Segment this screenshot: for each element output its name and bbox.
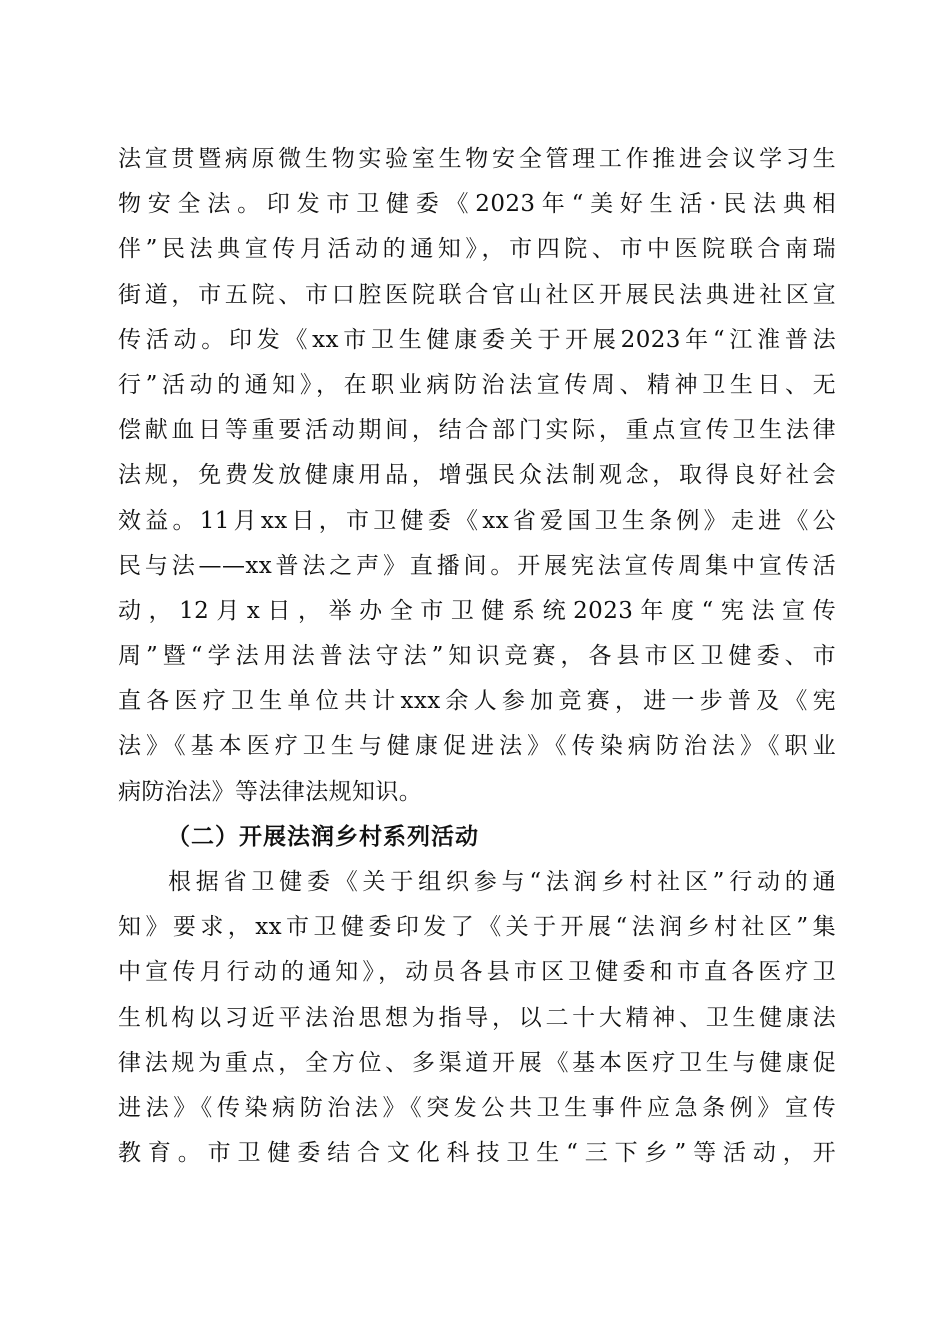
text-line: 生机构以习近平法治思想为指导，以二十大精神、卫生健康法 [118,1004,836,1031]
text-line: 教育。市卫健委结合文化科技卫生“三下乡”等活动，开 [118,1140,836,1167]
text-line: 伴”民法典宣传月活动的通知》，市四院、市中医院联合南瑞 [118,236,836,263]
text-line: 中宣传月行动的通知》，动员各县市区卫健委和市直各医疗卫 [118,959,836,986]
section-heading: （二）开展法润乡村系列活动 [167,823,479,850]
text-line: 街道，市五院、市口腔医院联合官山社区开展民法典进社区宣 [118,281,836,308]
text-line: 直各医疗卫生单位共计xxx余人参加竞赛，进一步普及《宪 [118,688,836,715]
text-line: 行”活动的通知》，在职业病防治法宣传周、精神卫生日、无 [118,371,836,398]
text-line: 法规，免费发放健康用品，增强民众法制观念，取得良好社会 [118,462,836,489]
text-line: 效益。11月xx日，市卫健委《xx省爱国卫生条例》走进《公 [118,507,836,534]
text-line: 传活动。印发《xx市卫生健康委关于开展2023年“江淮普法 [118,326,836,353]
text-line: 根据省卫健委《关于组织参与“法润乡村社区”行动的通 [168,869,836,895]
text-line: 物安全法。印发市卫健委《2023年“美好生活·民法典相 [118,191,836,218]
text-line: 知》要求，xx市卫健委印发了《关于开展“法润乡村社区”集 [118,914,836,941]
text-line: 偿献血日等重要活动期间，结合部门实际，重点宣传卫生法律 [118,417,836,444]
text-line: 病防治法》等法律法规知识。 [118,778,423,805]
document-body [118,137,836,1176]
text-line: 法宣贯暨病原微生物实验室生物安全管理工作推进会议学习生 [118,146,836,172]
text-line: 进法》《传染病防治法》《突发公共卫生事件应急条例》宣传 [118,1094,836,1121]
paragraph-rural-activities [118,860,836,1176]
text-line: 动，12月x日，举办全市卫健系统2023年度“宪法宣传 [118,597,836,624]
paragraph-legal-publicity [118,137,836,815]
text-line: 律法规为重点，全方位、多渠道开展《基本医疗卫生与健康促 [118,1049,836,1076]
text-line: 法》《基本医疗卫生与健康促进法》《传染病防治法》《职业 [118,733,836,760]
text-line: 周”暨“学法用法普法守法”知识竞赛，各县市区卫健委、市 [118,643,836,670]
text-line: 民与法——xx普法之声》直播间。开展宪法宣传周集中宣传活 [118,552,836,579]
